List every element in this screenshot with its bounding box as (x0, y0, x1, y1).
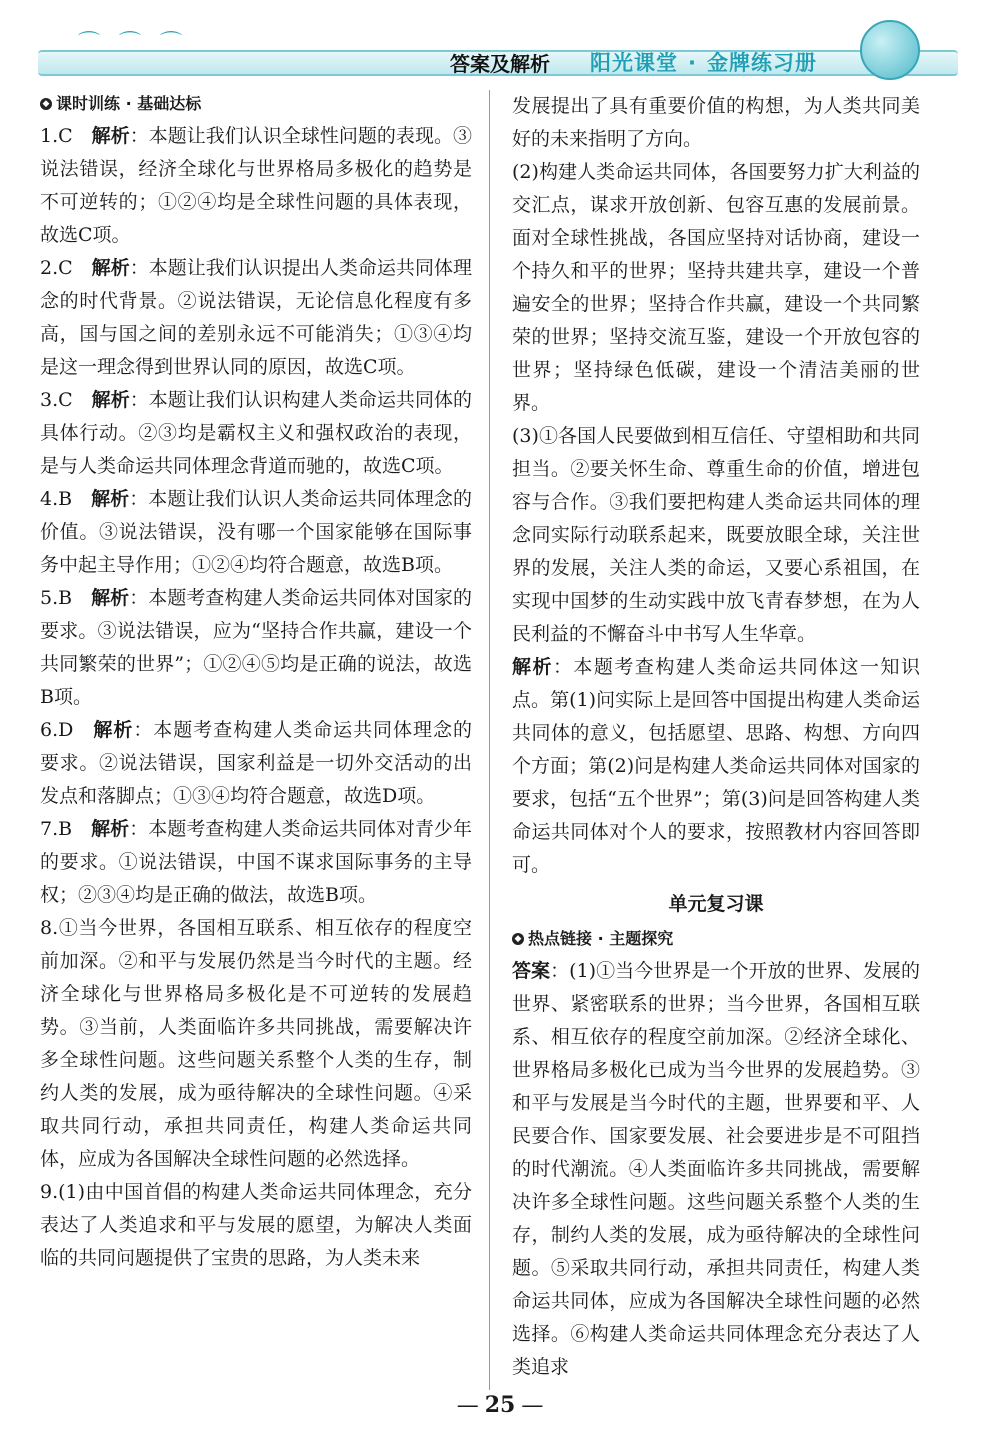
spacer (73, 125, 92, 147)
analysis-label: 解析 (91, 488, 130, 510)
bird-icon: ⌒ ⌒ ⌒ (78, 31, 188, 56)
answer-paragraph-1: 发展提出了具有重要价值的构想，为人类共同美好的未来指明了方向。 (512, 95, 920, 150)
analysis-label: 解析 (512, 656, 553, 678)
brand-separator: · (688, 51, 697, 75)
globe-icon (860, 20, 920, 80)
answer-paragraph-unit (512, 955, 920, 1384)
answer-item (40, 582, 472, 714)
answer-paragraph-3: (3)①各国人民要做到相互信任、守望相助和共同担当。②要关怀生命、尊重生命的价值，增进包容与合作。③我们要把构建人类命运共同体的理念同实际行动联系起来，既要放眼全球，关注世界的发展，关注人类的命运，又要心系祖国，在实现中国梦的生动实践中放飞青春梦想，在为人民利益的不懈奋斗中书写人生华章。 (512, 425, 920, 645)
analysis-label: 解析 (91, 257, 130, 279)
header-title: 答案及解析 (450, 52, 550, 76)
spacer (72, 587, 91, 609)
answer-text: ：本题考查构建人类命运共同体对青少年的要求。①说法错误，中国不谋求国际事务的主导权；②③④均是正确的做法，故选B项。 (40, 818, 472, 906)
answer-paragraph-2: (2)构建人类命运共同体，各国要努力扩大利益的交汇点，谋求开放创新、包容互惠的发展前景。面对全球性挑战，各国应坚持对话协商，建设一个持久和平的世界；坚持共建共享，建设一个普遍安全的世界；坚持合作共赢，建设一个共同繁荣的世界；坚持交流互鉴，建设一个开放包容的世界；坚持绿色低碳，建设一个清洁美丽的世界。 (512, 161, 920, 414)
answer-number: 2.C (40, 257, 73, 279)
page-header (30, 20, 970, 80)
analysis-label: 解析 (92, 719, 134, 741)
answer-number: 9. (40, 1181, 59, 1203)
answer-item (40, 384, 472, 483)
answer-text: ：(1)①当今世界是一个开放的世界、发展的世界、紧密联系的世界；当今世界，各国相互联系、相互依存的程度空前加深。②经济全球化、世界格局多极化已成为当今世界的发展趋势。③和平与发展是当今时代的主题，世界要和平、人民要合作、国家要发展、社会要进步是不可阻挡的时代潮流。④人类面临许多共同挑战，需要解决许多全球性问题。这些问题关系整个人类的生存，制约人类的发展，成为亟待解决的全球性问题。⑤采取共同行动，承担共同责任，构建人类命运共同体，应成为各国解决全球性问题的必然选择。⑥构建人类命运共同体理念充分表达了人类追求 (512, 960, 920, 1378)
answer-item (40, 912, 472, 1176)
footer-dash-left: — (456, 1393, 479, 1418)
footer-dash-right: — (521, 1393, 544, 1418)
analysis-paragraph (512, 651, 920, 882)
section-title: 课时训练 · 基础达标 (56, 94, 202, 113)
section-bullet-icon: ◆ (40, 98, 52, 110)
answer-number: 4.B (40, 488, 73, 510)
page-footer (0, 1392, 1000, 1418)
section-bullet-icon: ◆ (512, 933, 524, 945)
answer-item (40, 813, 472, 912)
analysis-text: ：本题考查构建人类命运共同体这一知识点。第(1)问实际上是回答中国提出构建人类命运共同体的意义，包括愿望、思路、构想、方向四个方面；第(2)问是构建人类命运共同体对国家的要求，包括“五个世界”；第(3)问是回答构建人类命运共同体对个人的要求，按照教材内容回答即可。 (512, 656, 920, 876)
answer-item (40, 1176, 472, 1275)
answer-text: ：本题考查构建人类命运共同体对国家的要求。③说法错误，应为“坚持合作共赢，建设一个共同繁荣的世界”；①②④⑤均是正确的说法，故选B项。 (40, 587, 472, 708)
page-number: 25 (484, 1392, 516, 1418)
answer-number: 8. (40, 917, 59, 939)
brand-name-2: 金牌练习册 (706, 51, 817, 75)
answer-number: 3.C (40, 389, 73, 411)
column-divider (489, 90, 490, 1390)
answer-item (40, 714, 472, 813)
answer-item (40, 483, 472, 582)
section-title: 热点链接 · 主题探究 (528, 929, 674, 948)
answer-text: (1)由中国首倡的构建人类命运共同体理念，充分表达了人类追求和平与发展的愿望，为解决人类面临的共同问题提供了宝贵的思路，为人类未来 (40, 1181, 472, 1269)
section-heading-basic (40, 90, 472, 118)
brand-name-1: 阳光课堂 (590, 51, 678, 75)
section-heading-hotspot (512, 925, 920, 953)
answer-label: 答案 (512, 960, 551, 982)
right-column (512, 90, 920, 1384)
answer-text: ：本题让我们认识构建人类命运共同体的具体行动。②③均是霸权主义和强权政治的表现，是与人类命运共同体理念背道而驰的，故选C项。 (40, 389, 472, 477)
spacer (73, 257, 92, 279)
header-brand (590, 47, 817, 77)
answer-text: ①当今世界，各国相互联系、相互依存的程度空前加深。②和平与发展仍然是当今时代的主题。经济全球化与世界格局多极化是不可逆转的发展趋势。③当前，人类面临许多共同挑战，需要解决许多全球性问题。这些问题关系整个人类的生存，制约人类的发展，成为亟待解决的全球性问题。④采取共同行动，承担共同责任，构建人类命运共同体，应成为各国解决全球性问题的必然选择。 (40, 917, 472, 1170)
answer-list (40, 120, 472, 1275)
answer-text: ：本题让我们认识提出人类命运共同体理念的时代背景。②说法错误，无论信息化程度有多高，国与国之间的差别永远不可能消失；①③④均是这一理念得到世界认同的原因，故选C项。 (40, 257, 472, 378)
spacer (73, 389, 92, 411)
answer-item (40, 252, 472, 384)
analysis-label: 解析 (91, 125, 130, 147)
answer-text: ：本题让我们认识人类命运共同体理念的价值。③说法错误，没有哪一个国家能够在国际事务中起主导作用；①②④均符合题意，故选B项。 (40, 488, 472, 576)
unit-review-title: 单元复习课 (668, 893, 764, 915)
analysis-label: 解析 (91, 587, 130, 609)
spacer (72, 818, 91, 840)
left-column (40, 90, 472, 1275)
answer-text: ：本题让我们认识全球性问题的表现。③说法错误，经济全球化与世界格局多极化的趋势是不可逆转的；①②④均是全球性问题的具体表现，故选C项。 (40, 125, 472, 246)
answer-number: 1.C (40, 125, 73, 147)
spacer (73, 719, 92, 741)
spacer (72, 488, 91, 510)
answer-number: 7.B (40, 818, 73, 840)
answer-number: 6.D (40, 719, 74, 741)
analysis-label: 解析 (91, 389, 130, 411)
answer-number: 5.B (40, 587, 73, 609)
answer-text: ：本题考查构建人类命运共同体理念的要求。②说法错误，国家利益是一切外交活动的出发点和落脚点；①③④均符合题意，故选D项。 (40, 719, 472, 807)
answer-item (40, 120, 472, 252)
analysis-label: 解析 (91, 818, 130, 840)
